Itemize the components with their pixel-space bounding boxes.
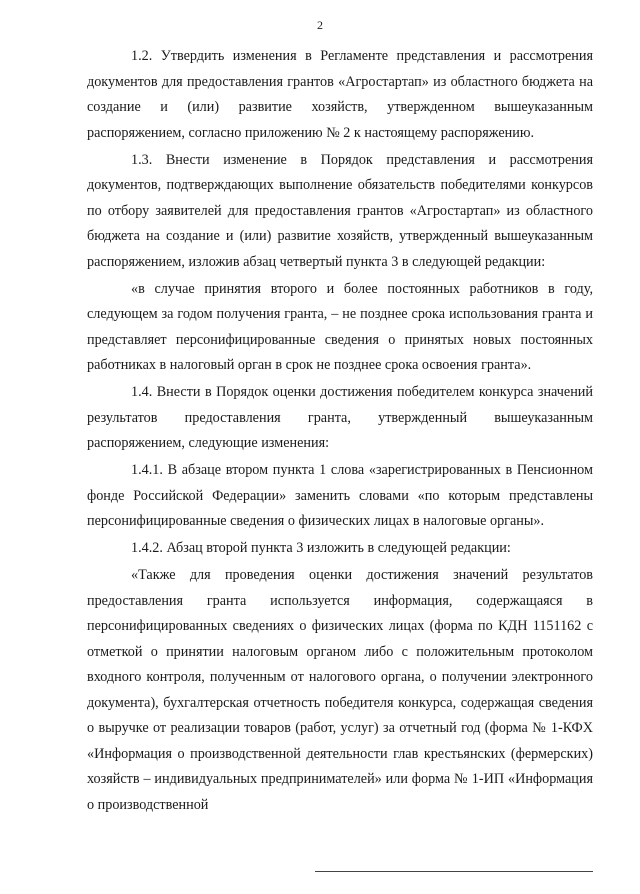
paragraph-1-4-2: 1.4.2. Абзац второй пункта 3 изложить в следующей редакции:: [131, 540, 511, 556]
paragraph-1-4: 1.4. Внести в Порядок оценки достижения победителем конкурса значений результатов предоставления гранта, утвержденный вышеуказанным распоряжением, следующие изменения:: [87, 384, 593, 451]
paragraph-1-2: 1.2. Утвердить изменения в Регламенте представления и рассмотрения документов для предоставления грантов «Агростартап» из областного бюджета на создание и (или) развитие хозяйств, утвержденном вышеуказанным распоряжением, согласно приложению № 2 к настоящему распоряжению.: [87, 48, 593, 141]
paragraph-1-3-quote: «в случае принятия второго и более постоянных работников в году, следующем за годом получения гранта, – не позднее срока использования гранта и представляет персонифицированные сведения о принятых новых постоянных работниках в налоговый орган в срок не позднее срока освоения гранта».: [87, 280, 593, 373]
footer-rule: [315, 871, 593, 872]
paragraph-1-3: 1.3. Внести изменение в Порядок представления и рассмотрения документов, подтверждающих выполнение обязательств победителями конкурсов по отбору заявителей для предоставления грантов «Агростартап» из областного бюджета на создание и (или) развитие хозяйств, утвержденный вышеуказанным распоряжением, изложив абзац четвертый пункта 3 в следующей редакции:: [87, 151, 593, 270]
document-body: [87, 44, 593, 820]
paragraph-1-4-1: 1.4.1. В абзаце втором пункта 1 слова «зарегистрированных в Пенсионном фонде Российской Федерации» заменить словами «по которым представлены персонифицированные сведения о физических лицах в налоговые органы».: [87, 462, 593, 529]
page-number: 2: [317, 18, 323, 32]
paragraph-1-4-2-quote: «Также для проведения оценки достижения значений результатов предоставления гранта используется информация, содержащаяся в персонифицированных сведениях о физических лицах (форма по КДН 1151162 с отметкой о принятии налоговым органом либо с положительным протоколом входного контроля, полученным от налогового органа, о получении электронного документа), бухгалтерская отчетность победителя конкурса, содержащая сведения о выручке от реализации товаров (работ, услуг) за отчетный год (форма № 1-КФХ «Информация о производственной деятельности глав крестьянских (фермерских) хозяйств – индивидуальных предпринимателей» или форма № 1-ИП «Информация о производственной: [87, 567, 593, 813]
